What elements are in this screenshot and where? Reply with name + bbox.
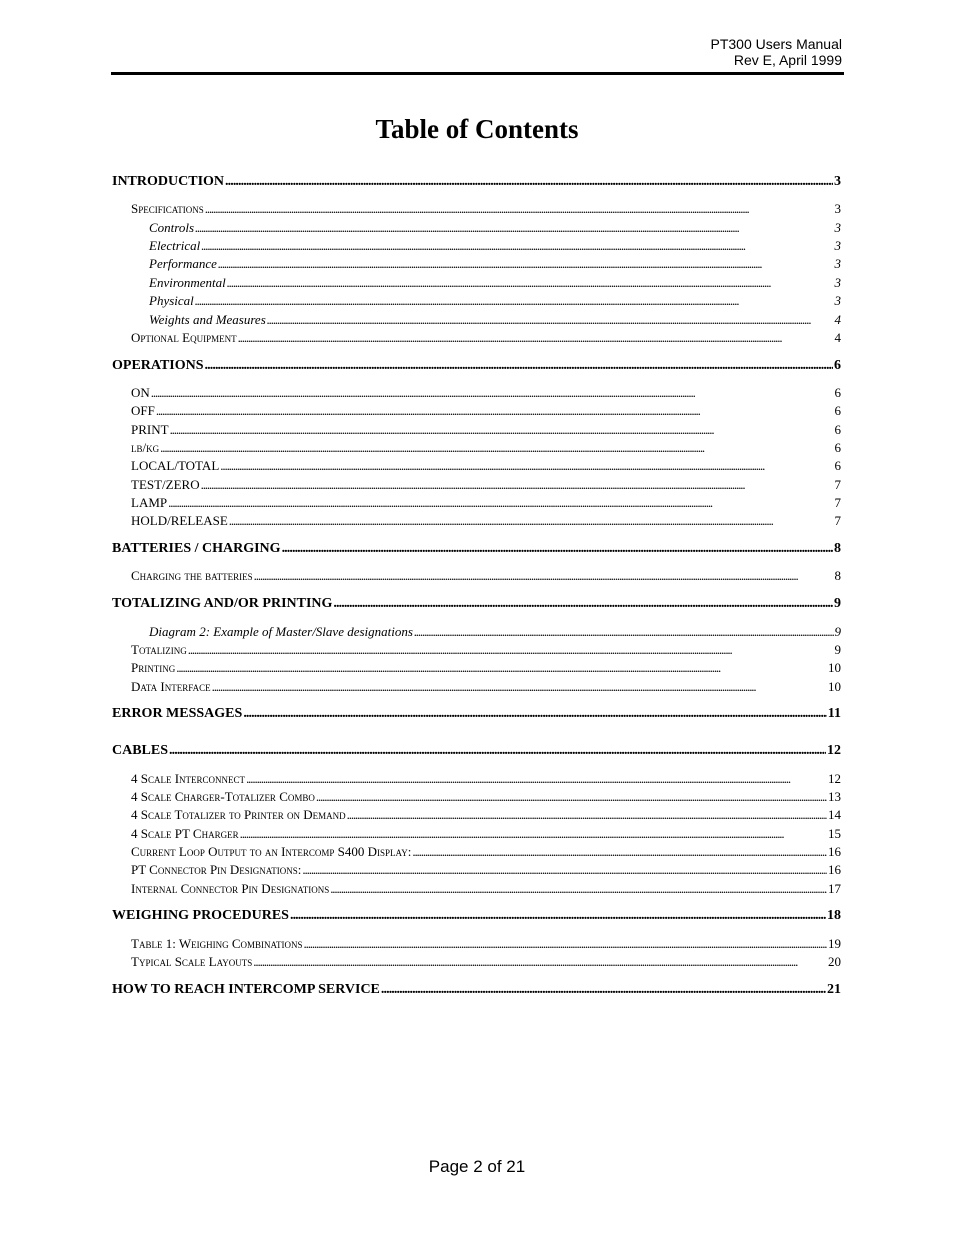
toc-dot-leader — [316, 788, 827, 806]
toc-entry-label: Weights and Measures — [149, 312, 266, 327]
toc-dot-leader — [225, 173, 833, 191]
toc-dot-leader — [267, 311, 834, 329]
toc-entry-page-number: 17 — [828, 881, 841, 896]
toc-entry[interactable] — [112, 255, 841, 273]
toc-dot-leader — [169, 742, 826, 760]
toc-entry-page-number: 10 — [828, 660, 841, 675]
toc-entry[interactable] — [112, 623, 841, 641]
toc-entry-page-number: 9 — [834, 642, 841, 657]
toc-entry-page-number: 9 — [834, 624, 841, 639]
toc-entry-page-number: 4 — [834, 312, 841, 327]
toc-entry[interactable] — [112, 935, 841, 953]
toc-entry-label: PRINT — [131, 422, 169, 437]
toc-entry-page-number: 15 — [828, 826, 841, 841]
toc-entry-page-number: 8 — [834, 541, 841, 556]
toc-entry-label: Diagram 2: Example of Master/Slave designations — [149, 624, 413, 639]
toc-dot-leader — [333, 595, 833, 613]
toc-entry[interactable] — [112, 237, 841, 255]
toc-entry-page-number: 3 — [834, 256, 841, 271]
toc-entry-page-number: 6 — [834, 458, 841, 473]
toc-dot-leader — [243, 705, 826, 723]
toc-dot-leader — [246, 770, 827, 788]
toc-dot-leader — [212, 678, 827, 696]
toc-entry-page-number: 19 — [828, 936, 841, 951]
toc-entry-label: Data Interface — [131, 679, 211, 694]
toc-entry-label: Printing — [131, 660, 176, 675]
toc-dot-leader — [218, 255, 834, 273]
toc-dot-leader — [302, 861, 827, 879]
toc-entry-label: Totalizing — [131, 642, 187, 657]
toc-entry-page-number: 12 — [827, 743, 841, 758]
toc-entry[interactable] — [112, 311, 841, 329]
toc-entry-label: OFF — [131, 403, 155, 418]
toc-entry-label: HOLD/RELEASE — [131, 513, 228, 528]
toc-dot-leader — [220, 457, 833, 475]
toc-entry[interactable] — [112, 274, 841, 292]
toc-dot-leader — [290, 907, 826, 925]
toc-dot-leader — [330, 880, 827, 898]
toc-entry[interactable] — [112, 200, 841, 218]
toc-entry-page-number: 20 — [828, 954, 841, 969]
toc-entry-label: Performance — [149, 256, 217, 271]
toc-dot-leader — [201, 237, 833, 255]
toc-entry[interactable] — [112, 402, 841, 420]
toc-entry-page-number: 21 — [827, 982, 841, 997]
toc-dot-leader — [381, 981, 826, 999]
toc-entry[interactable] — [112, 907, 841, 925]
toc-entry-page-number: 12 — [828, 771, 841, 786]
toc-entry-page-number: 13 — [828, 789, 841, 804]
toc-entry-label: TOTALIZING AND/OR PRINTING — [112, 596, 333, 611]
toc-entry-page-number: 14 — [828, 807, 841, 822]
toc-entry-label: LAMP — [131, 495, 168, 510]
toc-entry-label: ERROR MESSAGES — [112, 706, 243, 721]
toc-entry[interactable] — [112, 641, 841, 659]
toc-entry-page-number: 6 — [834, 385, 841, 400]
toc-entry-page-number: 7 — [834, 477, 841, 492]
toc-dot-leader — [254, 567, 834, 585]
toc-dot-leader — [412, 843, 827, 861]
toc-dot-leader — [156, 402, 834, 420]
toc-entry[interactable] — [112, 953, 841, 971]
toc-dot-leader — [205, 200, 834, 218]
toc-entry[interactable] — [112, 742, 841, 760]
toc-entry[interactable] — [112, 843, 841, 861]
toc-entry-page-number: 6 — [834, 358, 841, 373]
toc-entry-label: 4 Scale Charger-Totalizer Combo — [131, 789, 315, 804]
toc-dot-leader — [188, 641, 834, 659]
toc-entry-label: INTRODUCTION — [112, 174, 225, 189]
toc-entry-label: Specifications — [131, 201, 204, 216]
toc-dot-leader — [304, 935, 828, 953]
toc-entry-page-number: 6 — [834, 440, 841, 455]
toc-entry-page-number: 3 — [834, 238, 841, 253]
toc-entry-label: BATTERIES / CHARGING — [112, 541, 281, 556]
toc-entry[interactable] — [112, 173, 841, 191]
toc-entry-label: Controls — [149, 220, 195, 235]
toc-entry-label: Table 1: Weighing Combinations — [131, 936, 303, 951]
page-header — [710, 36, 842, 68]
toc-entry[interactable] — [112, 357, 841, 375]
toc-entry-page-number: 3 — [834, 293, 841, 308]
toc-entry-label: 4 Scale Totalizer to Printer on Demand — [131, 807, 346, 822]
toc-entry-label: Electrical — [149, 238, 201, 253]
toc-entry[interactable] — [112, 384, 841, 402]
toc-entry[interactable] — [112, 806, 841, 824]
toc-entry-page-number: 3 — [834, 220, 841, 235]
toc-entry-label: Physical — [149, 293, 194, 308]
toc-dot-leader — [151, 384, 834, 402]
toc-entry[interactable] — [112, 981, 841, 999]
toc-entry[interactable] — [112, 421, 841, 439]
toc-entry-page-number: 6 — [834, 422, 841, 437]
page-title: Table of Contents — [375, 114, 579, 144]
toc-entry-label: 4 Scale Interconnect — [131, 771, 246, 786]
toc-entry[interactable] — [112, 705, 841, 723]
toc-dot-leader — [238, 329, 834, 347]
toc-entry-label: TEST/ZERO — [131, 477, 200, 492]
toc-entry[interactable] — [112, 329, 841, 347]
toc-entry-page-number: 8 — [834, 568, 841, 583]
toc-entry-page-number: 3 — [834, 275, 841, 290]
toc-entry[interactable] — [112, 788, 841, 806]
toc-dot-leader — [160, 439, 833, 457]
toc-entry-page-number: 6 — [834, 403, 841, 418]
toc-entry-page-number: 9 — [834, 596, 841, 611]
toc-entry-label: lb/kg — [131, 440, 160, 455]
toc-entry[interactable] — [112, 512, 841, 530]
toc-entry[interactable] — [112, 659, 841, 677]
toc-entry[interactable] — [112, 880, 841, 898]
toc-entry[interactable] — [112, 595, 841, 613]
toc-entry-label: OPERATIONS — [112, 358, 204, 373]
toc-dot-leader — [253, 953, 827, 971]
toc-entry-page-number: 16 — [828, 862, 841, 877]
toc-entry-page-number: 18 — [827, 908, 841, 923]
header-rule — [111, 72, 844, 75]
toc-entry-label: Charging the batteries — [131, 568, 253, 583]
toc-entry[interactable] — [112, 825, 841, 843]
toc-entry-page-number: 4 — [834, 330, 841, 345]
toc-dot-leader — [282, 540, 833, 558]
toc-entry-label: Internal Connector Pin Designations — [131, 881, 330, 896]
toc-entry[interactable] — [112, 770, 841, 788]
toc-dot-leader — [195, 219, 833, 237]
toc-entry-label: HOW TO REACH INTERCOMP SERVICE — [112, 982, 380, 997]
toc-dot-leader — [414, 623, 834, 641]
toc-entry[interactable] — [112, 540, 841, 558]
toc-entry-page-number: 3 — [834, 174, 841, 189]
toc-entry-page-number: 10 — [828, 679, 841, 694]
header-manual-title: PT300 Users Manual — [710, 36, 842, 52]
toc-entry[interactable] — [112, 494, 841, 512]
toc-entry-label: Optional Equipment — [131, 330, 237, 345]
toc-entry-page-number: 3 — [834, 201, 841, 216]
toc-entry-page-number: 11 — [827, 706, 841, 721]
toc-entry-page-number: 7 — [834, 513, 841, 528]
toc-entry[interactable] — [112, 457, 841, 475]
toc-entry-page-number: 16 — [828, 844, 841, 859]
header-revision: Rev E, April 1999 — [733, 52, 842, 68]
toc-entry-label: 4 Scale PT Charger — [131, 826, 239, 841]
page-footer: Page 2 of 21 — [428, 1157, 526, 1176]
toc-dot-leader — [176, 659, 827, 677]
toc-dot-leader — [201, 476, 834, 494]
toc-entry[interactable] — [112, 439, 841, 457]
toc-entry[interactable] — [112, 476, 841, 494]
toc-dot-leader — [347, 806, 827, 824]
toc-entry-page-number: 7 — [834, 495, 841, 510]
toc-entry-label: CABLES — [112, 743, 169, 758]
toc-dot-leader — [205, 357, 833, 375]
toc-entry-label: LOCAL/TOTAL — [131, 458, 220, 473]
toc-dot-leader — [227, 274, 834, 292]
toc-entry[interactable] — [112, 219, 841, 237]
toc-entry-label: Current Loop Output to an Intercomp S400 Display: — [131, 844, 412, 859]
toc-dot-leader — [168, 494, 833, 512]
toc-entry-label: Typical Scale Layouts — [131, 954, 253, 969]
toc-dot-leader — [240, 825, 827, 843]
toc-dot-leader — [195, 292, 834, 310]
toc-entry[interactable] — [112, 567, 841, 585]
toc-entry[interactable] — [112, 292, 841, 310]
toc-entry-label: WEIGHING PROCEDURES — [112, 908, 289, 923]
toc-entry[interactable] — [112, 861, 841, 879]
toc-dot-leader — [170, 421, 834, 439]
toc-dot-leader — [229, 512, 834, 530]
toc-entry-label: ON — [131, 385, 150, 400]
toc-entry-label: Environmental — [149, 275, 226, 290]
toc-entry[interactable] — [112, 678, 841, 696]
toc-entry-label: PT Connector Pin Designations: — [131, 862, 302, 877]
